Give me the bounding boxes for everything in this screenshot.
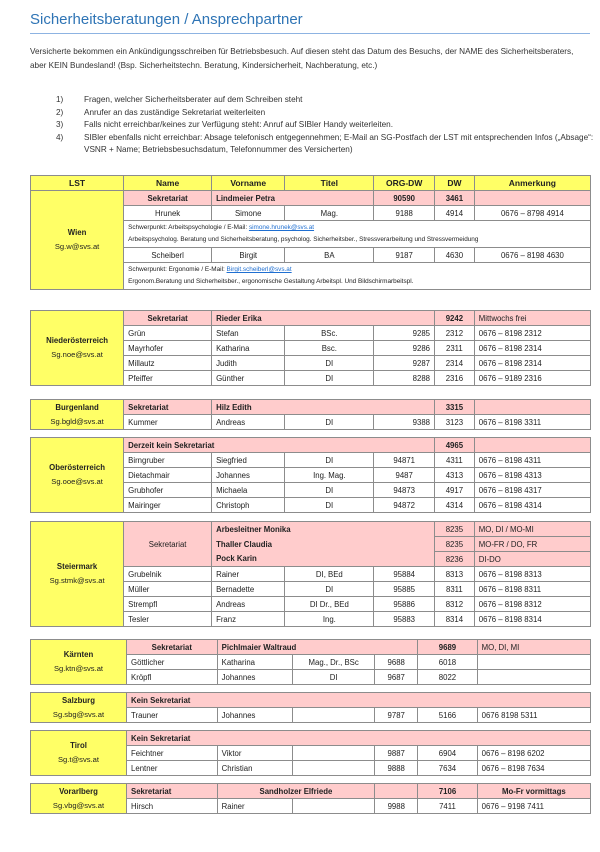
focus-note — [124, 263, 591, 290]
sek-label: Kein Sekretariat — [127, 731, 591, 746]
cell-vorname: Stefan — [212, 326, 285, 341]
cell-dw: 7634 — [418, 761, 477, 776]
header-vorname: Vorname — [212, 176, 285, 191]
cell-titel: Ing. — [285, 612, 374, 627]
lst-email[interactable]: Sg.stmk@svs.at — [49, 576, 105, 585]
cell-name: Mairinger — [124, 498, 212, 513]
header-lst: LST — [31, 176, 124, 191]
sek-note: Mittwochs frei — [474, 311, 590, 326]
cell-dw: 2312 — [435, 326, 475, 341]
cell-dw: 2311 — [435, 341, 475, 356]
cell-org-dw: 9688 — [375, 655, 418, 670]
cell-titel — [293, 708, 375, 723]
cell-name: Kröpfl — [127, 670, 218, 685]
cell-vorname: Franz — [212, 612, 285, 627]
table-ooe — [30, 437, 591, 513]
cell-vorname: Bernadette — [212, 582, 285, 597]
title-underline — [30, 33, 590, 34]
lst-email[interactable]: Sg.ooe@svs.at — [51, 477, 103, 486]
cell-org-dw: 9187 — [374, 248, 435, 263]
sek-dw: 8236 — [435, 552, 475, 567]
cell-anmerkung: 0676 – 8198 8311 — [474, 582, 590, 597]
cell-anmerkung: 0676 – 8798 4914 — [474, 206, 590, 221]
table-ktn — [30, 639, 591, 685]
cell-anmerkung: 0676 – 8198 6202 — [477, 746, 590, 761]
header-name: Name — [124, 176, 212, 191]
secretariat-row — [31, 693, 591, 708]
cell-vorname: Andreas — [212, 415, 285, 430]
secretariat-row — [31, 784, 591, 799]
header-dw: DW — [435, 176, 475, 191]
cell-name: Grubelnik — [124, 567, 212, 582]
step-item — [56, 107, 596, 120]
secretariat-row — [31, 640, 591, 655]
cell-titel: Bsc. — [285, 341, 374, 356]
secretariat-row — [31, 522, 591, 537]
lst-email[interactable]: Sg.bgld@svs.at — [50, 416, 104, 426]
cell-titel: DI — [285, 483, 374, 498]
cell-name: Mayrhofer — [124, 341, 212, 356]
lst-email[interactable]: Sg.w@svs.at — [54, 242, 100, 251]
cell-anmerkung: 0676 – 8198 4313 — [474, 468, 590, 483]
lst-email[interactable]: Sg.vbg@svs.at — [52, 800, 105, 810]
cell-vorname: Birgit — [212, 248, 285, 263]
cell-vorname: Günther — [212, 371, 285, 386]
cell-org-dw: 94873 — [374, 483, 435, 498]
table-noe — [30, 310, 591, 386]
header-org-dw: ORG-DW — [374, 176, 435, 191]
cell-vorname: Michaela — [212, 483, 285, 498]
cell-dw: 2316 — [435, 371, 475, 386]
cell-titel: DI — [285, 453, 374, 468]
cell-dw: 6904 — [418, 746, 477, 761]
cell-name: Kummer — [124, 415, 212, 430]
sek-name: Rieder Erika — [212, 311, 435, 326]
sek-org-dw — [375, 784, 418, 799]
cell-name: Müller — [124, 582, 212, 597]
lst-name: Wien — [67, 228, 87, 237]
cell-vorname: Rainer — [212, 567, 285, 582]
cell-org-dw: 9188 — [374, 206, 435, 221]
lst-name: Niederösterreich — [46, 336, 109, 345]
step-number: 3) — [56, 120, 64, 129]
cell-vorname: Andreas — [212, 597, 285, 612]
step-number: 1) — [56, 95, 64, 104]
cell-titel: DI — [293, 670, 375, 685]
sek-label: Sekretariat — [124, 522, 212, 567]
sek-label: Sekretariat — [127, 784, 218, 799]
sek-name: Hilz Edith — [212, 400, 435, 415]
cell-dw: 7411 — [418, 799, 477, 814]
cell-dw: 5166 — [418, 708, 477, 723]
step-item — [56, 94, 596, 107]
cell-name: Trauner — [127, 708, 218, 723]
cell-anmerkung: 0676 – 8198 2314 — [474, 356, 590, 371]
sek-label: Kein Sekretariat — [127, 693, 591, 708]
sek-note — [474, 400, 590, 415]
cell-org-dw: 95883 — [374, 612, 435, 627]
secretariat-row — [31, 438, 591, 453]
cell-name: Pfeiffer — [124, 371, 212, 386]
secretariat-row — [31, 191, 591, 206]
sek-dw: 9242 — [435, 311, 475, 326]
sek-note: MO-FR / DO, FR — [474, 537, 590, 552]
cell-titel: DI — [285, 371, 374, 386]
cell-org-dw: 9287 — [374, 356, 435, 371]
cell-dw: 8022 — [418, 670, 477, 685]
cell-anmerkung: 0676 – 8198 4317 — [474, 483, 590, 498]
lst-name: Vorarlberg — [59, 786, 98, 796]
focus-description: Arbeitspsycholog. Beratung und Sicherheitsberatung, psycholog. Sicherheitsber., Stressverarbeitung und Stressvermeidung — [128, 236, 479, 243]
cell-dw: 8314 — [435, 612, 475, 627]
sek-note: MO, DI / MO-MI — [474, 522, 590, 537]
sek-note — [474, 191, 590, 206]
cell-org-dw: 95886 — [374, 597, 435, 612]
sek-note — [474, 438, 590, 453]
cell-vorname: Rainer — [217, 799, 293, 814]
cell-titel — [293, 746, 375, 761]
cell-org-dw: 9286 — [374, 341, 435, 356]
sek-label: Sekretariat — [124, 191, 212, 206]
cell-name: Feichtner — [127, 746, 218, 761]
cell-dw: 3123 — [435, 415, 475, 430]
cell-titel — [293, 799, 375, 814]
cell-titel: DI Dr., BEd — [285, 597, 374, 612]
sek-label: Sekretariat — [124, 400, 212, 415]
step-text: Anrufer an das zuständige Sekretariat weiterleiten — [84, 107, 266, 117]
cell-org-dw: 94872 — [374, 498, 435, 513]
cell-vorname: Katharina — [217, 655, 293, 670]
sek-dw: 4965 — [435, 438, 475, 453]
cell-name: Grubhofer — [124, 483, 212, 498]
sek-name: Lindmeier Petra — [212, 191, 374, 206]
cell-titel: DI — [285, 415, 374, 430]
cell-org-dw: 9285 — [374, 326, 435, 341]
secretariat-row — [31, 731, 591, 746]
cell-titel: DI — [285, 582, 374, 597]
lst-cell — [31, 784, 127, 814]
sek-dw: 3315 — [435, 400, 475, 415]
cell-name: Strempfl — [124, 597, 212, 612]
intro-paragraph: Versicherte bekommen ein Ankündigungsschreiben für Betriebsbesuch. Auf diesen steht das Datum des Besuchs, der NAME des Sicherheitsberaters, aber KEIN Bundesland! (Bsp. Sicherheitstechn. Beratung, Kindersicherheit, Nachberatung, etc.) — [30, 47, 574, 70]
cell-anmerkung: 0676 – 8198 7634 — [477, 761, 590, 776]
cell-dw: 8312 — [435, 597, 475, 612]
cell-name: Lentner — [127, 761, 218, 776]
cell-vorname: Katharina — [212, 341, 285, 356]
sek-dw: 9689 — [418, 640, 477, 655]
table-vbg — [30, 783, 591, 814]
step-number: 4) — [56, 132, 64, 142]
lst-email[interactable]: Sg.t@svs.at — [57, 755, 100, 764]
cell-vorname: Christian — [217, 761, 293, 776]
cell-org-dw: 9687 — [375, 670, 418, 685]
lst-name: Burgenland — [55, 402, 99, 412]
lst-name: Kärnten — [63, 650, 94, 659]
sek-label: Sekretariat — [127, 640, 218, 655]
lst-name: Salzburg — [62, 695, 95, 705]
cell-name: Tesler — [124, 612, 212, 627]
header-anmerkung: Anmerkung — [474, 176, 590, 191]
cell-name: Hirsch — [127, 799, 218, 814]
cell-titel — [293, 761, 375, 776]
cell-dw: 6018 — [418, 655, 477, 670]
cell-titel: DI — [285, 498, 374, 513]
cell-org-dw: 9888 — [375, 761, 418, 776]
sek-dw: 7106 — [418, 784, 477, 799]
cell-name: Birngruber — [124, 453, 212, 468]
cell-org-dw: 9887 — [375, 746, 418, 761]
lst-cell — [31, 693, 127, 723]
secretariat-row — [31, 311, 591, 326]
sek-label: Sekretariat — [124, 311, 212, 326]
lst-email[interactable]: Sg.noe@svs.at — [51, 350, 103, 359]
lst-cell — [31, 731, 127, 776]
cell-dw: 4917 — [435, 483, 475, 498]
sek-note: Mo-Fr vormittags — [477, 784, 590, 799]
cell-anmerkung: 0676 – 8198 2314 — [474, 341, 590, 356]
cell-org-dw: 9988 — [375, 799, 418, 814]
cell-anmerkung: 0676 – 8198 8314 — [474, 612, 590, 627]
email-link[interactable]: Birgit.scheiberl@svs.at — [226, 266, 292, 273]
cell-dw: 4630 — [435, 248, 475, 263]
cell-anmerkung: 0676 – 8198 3311 — [474, 415, 590, 430]
cell-anmerkung: 0676 – 8198 4314 — [474, 498, 590, 513]
sek-name: Sandholzer Elfriede — [217, 784, 375, 799]
lst-cell — [31, 400, 124, 430]
cell-name: Scheiberl — [124, 248, 212, 263]
lst-name: Oberösterreich — [49, 463, 106, 472]
cell-titel: Mag., Dr., BSc — [293, 655, 375, 670]
step-item — [56, 132, 596, 157]
cell-org-dw: 94871 — [374, 453, 435, 468]
cell-org-dw: 95885 — [374, 582, 435, 597]
cell-anmerkung: 0676 – 9189 2316 — [474, 371, 590, 386]
cell-name: Göttlicher — [127, 655, 218, 670]
focus-label: Schwerpunkt: Ergonomie / E-Mail: — [128, 266, 227, 273]
table-sbg — [30, 692, 591, 723]
cell-org-dw: 9487 — [374, 468, 435, 483]
lst-email[interactable]: Sg.sbg@svs.at — [52, 709, 105, 719]
cell-anmerkung — [477, 655, 590, 670]
sek-dw: 3461 — [435, 191, 475, 206]
cell-titel: BSc. — [285, 326, 374, 341]
table-tirol — [30, 730, 591, 776]
sek-org-dw: 90590 — [374, 191, 435, 206]
cell-titel: Mag. — [285, 206, 374, 221]
sek-label: Derzeit kein Sekretariat — [124, 438, 435, 453]
cell-dw: 4311 — [435, 453, 475, 468]
cell-vorname: Simone — [212, 206, 285, 221]
lst-name: Tirol — [70, 741, 87, 750]
cell-anmerkung: 0676 – 8198 8313 — [474, 567, 590, 582]
cell-anmerkung: 0676 – 8198 8312 — [474, 597, 590, 612]
cell-dw: 4313 — [435, 468, 475, 483]
cell-titel: BA — [285, 248, 374, 263]
sek-name: Pichlmaier Waltraud — [217, 640, 418, 655]
lst-cell — [31, 191, 124, 290]
cell-dw: 4914 — [435, 206, 475, 221]
cell-anmerkung: 0676 – 8198 4311 — [474, 453, 590, 468]
cell-vorname: Viktor — [217, 746, 293, 761]
email-link[interactable]: simone.hrunek@svs.at — [248, 224, 315, 231]
step-text: SIBler ebenfalls nicht erreichbar: Absage telefonisch entgegennehmen; E-Mail an SG-Postfach der LST mit entsprechenden Infos („Absage“: VSNR + Name; Betriebsbesuchsdatum, Telefonnummer des Versicherten) — [84, 132, 594, 154]
step-number: 2) — [56, 107, 64, 117]
sek-name: Pock Karin — [212, 552, 435, 567]
cell-name: Hrunek — [124, 206, 212, 221]
cell-titel: DI, BEd — [285, 567, 374, 582]
cell-titel: Ing. Mag. — [285, 468, 374, 483]
cell-dw: 8313 — [435, 567, 475, 582]
cell-vorname: Johannes — [217, 708, 293, 723]
cell-dw: 8311 — [435, 582, 475, 597]
focus-label: Schwerpunkt: Arbeitspsychologie / E-Mail: — [128, 224, 249, 231]
cell-org-dw: 9388 — [374, 415, 435, 430]
cell-titel: DI — [285, 356, 374, 371]
lst-cell — [31, 438, 124, 513]
header-titel: Titel — [285, 176, 374, 191]
cell-dw: 4314 — [435, 498, 475, 513]
table-wien — [30, 175, 591, 290]
lst-cell — [31, 522, 124, 627]
sek-name: Thaller Claudia — [212, 537, 435, 552]
step-text: Fragen, welcher Sicherheitsberater auf dem Schreiben steht — [84, 95, 303, 104]
focus-description: Ergonom.Beratung und Sicherheitsber., ergonomische Gestaltung Arbeitspl. Und Bildschirmarbeitspl. — [128, 278, 414, 285]
sek-note: MO, DI, MI — [477, 640, 590, 655]
sek-dw: 8235 — [435, 522, 475, 537]
secretariat-row — [31, 400, 591, 415]
focus-note — [124, 221, 591, 248]
table-stmk — [30, 521, 591, 627]
table-bgld — [30, 399, 591, 430]
cell-anmerkung: 0676 8198 5311 — [477, 708, 590, 723]
cell-anmerkung — [477, 670, 590, 685]
lst-name: Steiermark — [56, 562, 98, 571]
cell-name: Millautz — [124, 356, 212, 371]
cell-vorname: Siegfried — [212, 453, 285, 468]
sek-name: Arbesleitner Monika — [212, 522, 435, 537]
step-item — [56, 119, 596, 132]
cell-org-dw: 8288 — [374, 371, 435, 386]
cell-org-dw: 95884 — [374, 567, 435, 582]
instruction-steps — [56, 94, 596, 157]
cell-vorname: Christoph — [212, 498, 285, 513]
lst-cell — [31, 640, 127, 685]
cell-dw: 2314 — [435, 356, 475, 371]
cell-vorname: Johannes — [217, 670, 293, 685]
cell-org-dw: 9787 — [375, 708, 418, 723]
page-title: Sicherheitsberatungen / Ansprechpartner — [30, 11, 303, 28]
cell-name: Dietachmair — [124, 468, 212, 483]
cell-anmerkung: 0676 – 8198 2312 — [474, 326, 590, 341]
cell-anmerkung: 0676 – 8198 4630 — [474, 248, 590, 263]
cell-vorname: Judith — [212, 356, 285, 371]
cell-anmerkung: 0676 – 9198 7411 — [477, 799, 590, 814]
table-header-row — [31, 176, 591, 191]
sek-dw: 8235 — [435, 537, 475, 552]
lst-email[interactable]: Sg.ktn@svs.at — [53, 664, 104, 673]
cell-vorname: Johannes — [212, 468, 285, 483]
lst-cell — [31, 311, 124, 386]
cell-name: Grün — [124, 326, 212, 341]
sek-note: DI-DO — [474, 552, 590, 567]
step-text: Falls nicht erreichbar/keines zur Verfügung steht: Anruf auf SIBler Handy weiterleiten. — [84, 120, 394, 129]
